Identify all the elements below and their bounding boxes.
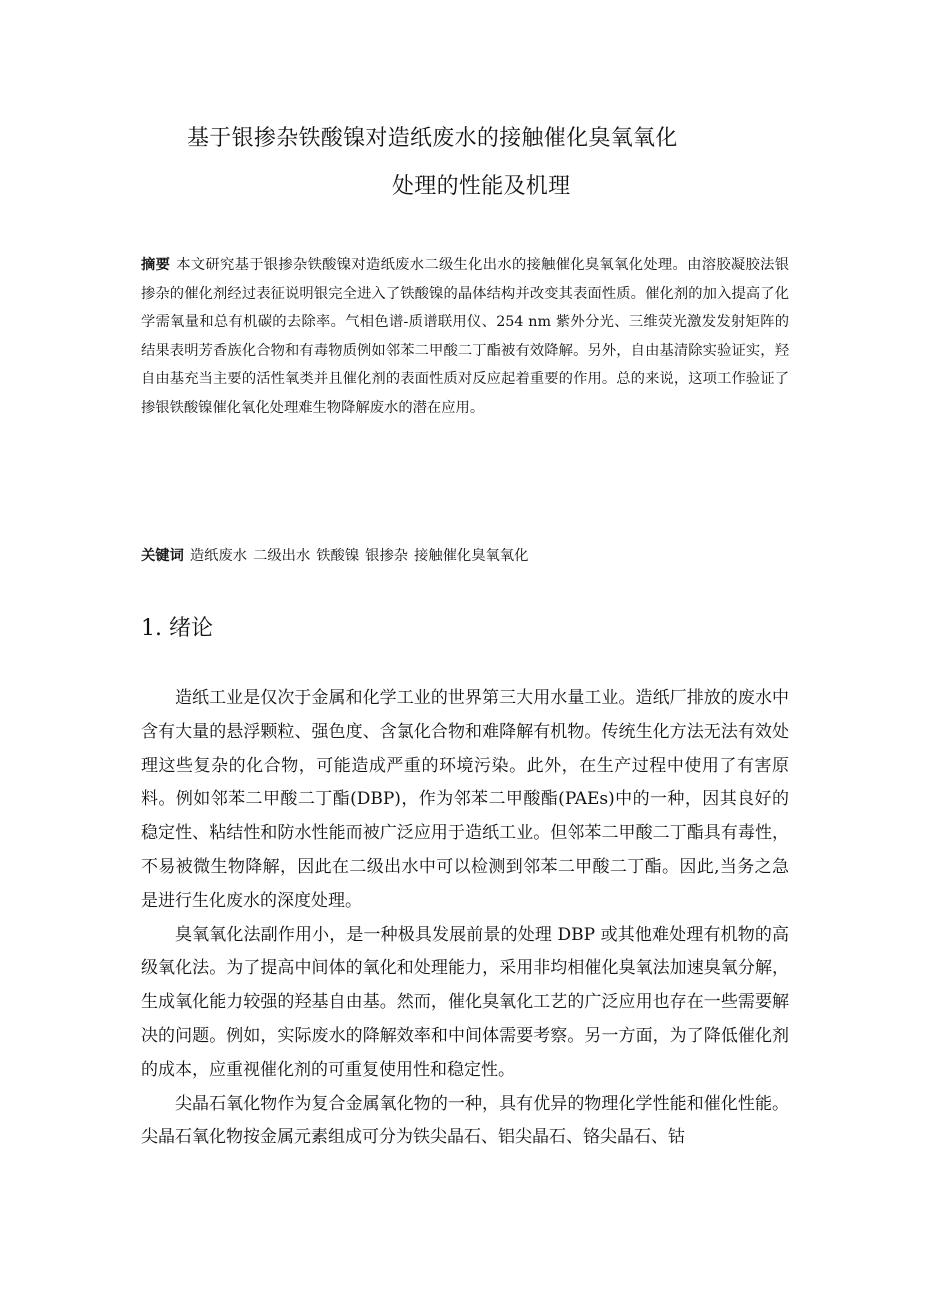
abstract-label: 摘要: [141, 257, 171, 273]
body-paragraph: 臭氧氧化法副作用小，是一种极具发展前景的处理 DBP 或其他难处理有机物的高级氧化法。为了提高中间体的氧化和处理能力，采用非均相催化臭氧法加速臭氧分解，生成氧化能力较强的羟基自由基。然而，催化臭氧化工艺的广泛应用也存在一些需要解决的问题。例如，实际废水的降解效率和中间体需要考察。另一方面，为了降低催化剂的成本，应重视催化剂的可重复使用性和稳定性。: [141, 924, 789, 1080]
section-heading-introduction: 1. 绪论: [141, 616, 213, 641]
keyword-item: 造纸废水: [189, 548, 248, 564]
keyword-item: 铁酸镍: [316, 548, 360, 564]
body-text: [141, 682, 789, 1155]
body-paragraph: 尖晶石氧化物作为复合金属氧化物的一种，具有优异的物理化学性能和催化性能。尖晶石氧化物按金属元素组成可分为铁尖晶石、铝尖晶石、铬尖晶石、钴: [141, 1093, 789, 1148]
abstract-text: 本文研究基于银掺杂铁酸镍对造纸废水二级生化出水的接触催化臭氧氧化处理。由溶胶凝胶法银掺杂的催化剂经过表征说明银完全进入了铁酸镍的晶体结构并改变其表面性质。催化剂的加入提高了化学需氧量和总有机碳的去除率。气相色谱-质谱联用仪、254 nm 紫外分光、三维荧光激发发射矩阵的结果表明芳香族化合物和有毒物质例如邻苯二甲酸二丁酯被有效降解。另外，自由基清除实验证实，羟自由基充当主要的活性氧类并且催化剂的表面性质对反应起着重要的作用。总的来说，这项工作验证了掺银铁酸镍催化氧化处理难生物降解废水的潜在应用。: [141, 257, 790, 416]
paper-title-line-1: 基于银掺杂铁酸镍对造纸废水的接触催化臭氧氧化: [187, 126, 678, 151]
keyword-item: 二级出水: [253, 548, 311, 564]
abstract: [141, 251, 789, 422]
keyword-item: 银掺杂: [365, 548, 409, 564]
paper-title-line-2: 处理的性能及机理: [392, 174, 571, 199]
keywords: [141, 542, 789, 570]
keyword-item: 接触催化臭氧氧化: [414, 548, 529, 564]
keywords-label: 关键词: [141, 548, 184, 564]
body-paragraph: 造纸工业是仅次于金属和化学工业的世界第三大用水量工业。造纸厂排放的废水中含有大量的悬浮颗粒、强色度、含氯化合物和难降解有机物。传统生化方法无法有效处理这些复杂的化合物，可能造成严重的环境污染。此外，在生产过程中使用了有害原料。例如邻苯二甲酸二丁酯(DBP)，作为邻苯二甲酸酯(PAEs)中的一种，因其良好的稳定性、粘结性和防水性能而被广泛应用于造纸工业。但邻苯二甲酸二丁酯具有毒性，不易被微生物降解，因此在二级出水中可以检测到邻苯二甲酸二丁酯。因此,当务之急是进行生化废水的深度处理。: [141, 688, 789, 911]
